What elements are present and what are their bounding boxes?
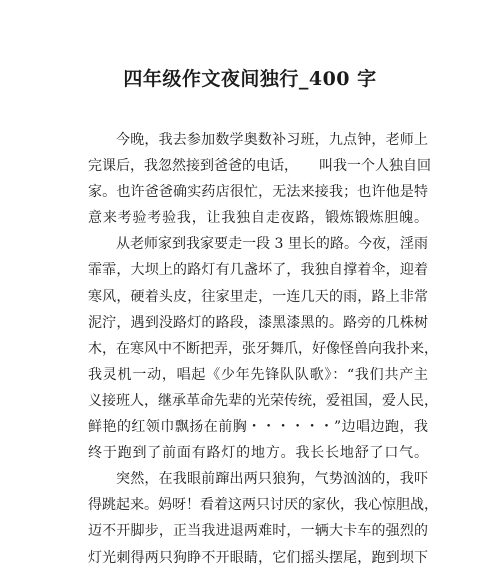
text-line: 家。也许爸爸确实药店很忙，无法来接我；也许他是特 [88,184,428,201]
text-line: 从老师家到我家要走一段 3 里长的路。今夜，淫雨 [116,236,428,253]
text-line: 木，在寒风中不断把弄，张牙舞爪，好像怪兽向我扑来， [88,340,438,357]
paragraph-2 [88,231,438,466]
text-line: 我灵机一动，唱起《少年先锋队队歌》：“我们共产主 [88,366,428,383]
text-line: 霏霏，大坝上的路灯有几盏坏了，我独自撑着伞，迎着 [88,262,428,279]
text-line: 寒风，硬着头皮，往家里走，一连几天的雨，路上非常 [88,288,428,305]
paragraph-3 [88,466,438,566]
text-line: 义接班人，继承革命先辈的光荣传统，爱祖国，爱人民， [88,392,438,409]
text-line: 鲜艳的红领巾飘扬在前胸・・・・・・”边唱边跑，我 [88,419,428,436]
text-line: 意来考验考验我，让我独自走夜路，锻炼锻炼胆魄。 [88,210,428,227]
text-line: 终于跑到了前面有路灯的地方。我长长地舒了口气。 [88,445,428,462]
text-line: 突然，在我眼前蹿出两只狼狗，气势汹汹的，我吓 [116,471,428,488]
document-body [88,127,438,566]
text-line: 灯光刺得两只狗睁不开眼睛，它们摇头摆尾，跑到坝下 [88,549,428,566]
text-line: 完课后，我忽然接到爸爸的电话， 叫我一个人独自回 [88,158,431,175]
paragraph-1 [88,127,431,231]
document-title: 四年级作文夜间独行_400 字 [123,68,377,90]
text-line: 泥泞，遇到没路灯的路段，漆黑漆黑的。路旁的几株树 [88,314,428,331]
text-line: 今晚，我去参加数学奥数补习班，九点钟，老师上 [116,132,428,148]
text-line: 得跳起来。妈呀！看着这两只讨厌的家伙，我心惊胆战， [88,497,438,514]
text-line: 迈不开脚步，正当我进退两难时，一辆大卡车的强烈的 [88,523,428,540]
